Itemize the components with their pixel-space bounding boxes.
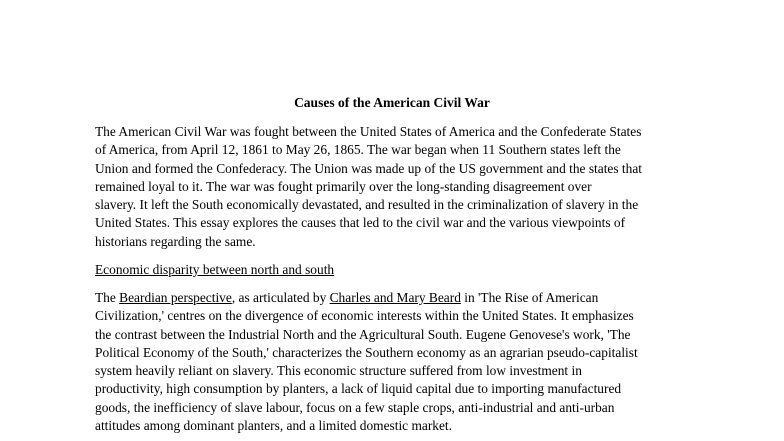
section-line: [95, 289, 695, 307]
intro-paragraph: [95, 123, 695, 251]
section-line: goods, the inefficiency of slave labour, focus on a few staple crops, anti-industrial and anti-urban: [95, 399, 615, 415]
section-line-post: in 'The Rise of American: [460, 290, 599, 305]
intro-line: slavery. It left the South economically devastated, and resulted in the criminalization of slavery in the: [95, 197, 639, 213]
section-line-pre: The: [95, 290, 120, 305]
intro-line: historians regarding the same.: [95, 233, 256, 249]
section-line: the contrast between the Industrial North and the Agricultural South. Eugene Genovese's work, 'The: [95, 326, 631, 342]
intro-line: United States. This essay explores the causes that led to the civil war and the various viewpoints of: [95, 215, 626, 231]
document-title: Causes of the American Civil War: [294, 95, 490, 110]
section-line: Political Economy of the South,' characterizes the Southern economy as an agrarian pseudo-capitalist: [95, 344, 638, 360]
section-line: attitudes among dominant planters, and a limited domestic market.: [95, 418, 452, 434]
section-line-mid: , as articulated by: [231, 290, 330, 305]
beardian-perspective-link[interactable]: Beardian perspective: [119, 290, 232, 305]
section-paragraph: [95, 289, 695, 435]
section-line: productivity, high consumption by planters, a lack of liquid capital due to importing manufactured: [95, 381, 622, 397]
charles-and-mary-beard-link[interactable]: Charles and Mary Beard: [329, 290, 461, 305]
intro-line: of America, from April 12, 1861 to May 26, 1865. The war began when 11 Southern states left the: [95, 142, 621, 158]
section-line: Civilization,' centres on the divergence of economic interests within the United States. It emphasizes: [95, 308, 634, 324]
intro-line: The American Civil War was fought between the United States of America and the Confederate States: [95, 124, 642, 139]
intro-line: remained loyal to it. The war was fought primarily over the long-standing disagreement over: [95, 178, 592, 194]
section-line: system heavily reliant on slavery. This economic structure suffered from low investment in: [95, 363, 582, 379]
intro-line: Union and formed the Confederacy. The Union was made up of the US government and the states that: [95, 160, 643, 176]
section-heading: Economic disparity between north and south: [95, 262, 335, 277]
